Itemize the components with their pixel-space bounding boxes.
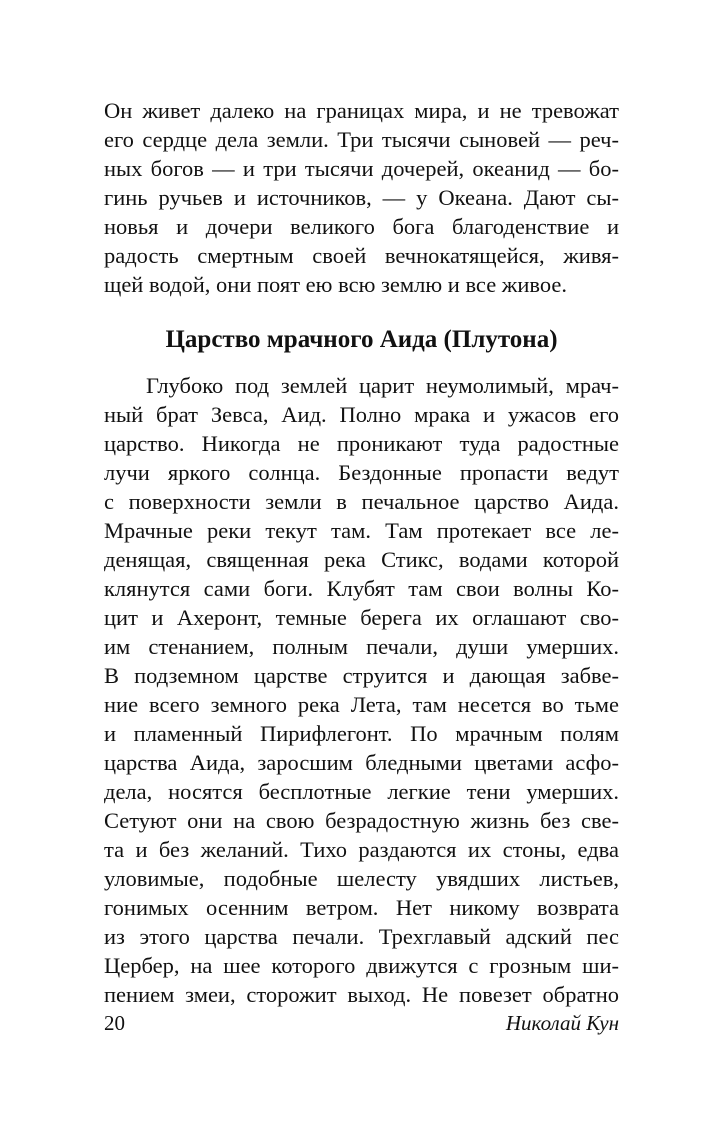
running-footer-author: Николай Кун <box>505 1011 619 1035</box>
text-line: царства Аида, заросшим бледными цветами асфо- <box>104 750 619 775</box>
text-line: дела, носятся бесплотные легкие тени умерших. <box>104 779 619 804</box>
text-line: и пламенный Пирифлегонт. По мрачным полям <box>104 721 619 746</box>
text-line: пением змеи, сторожит выход. Не повезет обратно <box>104 982 619 1007</box>
text-line: цит и Ахеронт, темные берега их оглашают сво- <box>104 605 619 630</box>
text-line: Он живет далеко на границах мира, и не тревожат <box>104 98 619 123</box>
page-number: 20 <box>104 1011 125 1035</box>
text-line: гонимых осенним ветром. Нет никому возврата <box>104 895 619 920</box>
text-line: Глубоко под землей царит неумолимый, мрач- <box>146 373 619 398</box>
text-line: уловимые, подобные шелесту увядших листьев, <box>104 866 619 891</box>
section-heading: Царство мрачного Аида (Плутона) <box>165 326 558 353</box>
text-line: гинь ручьев и источников, — у Океана. Дают сы- <box>104 185 619 210</box>
text-line: им стенанием, полным печали, души умерших. <box>104 634 619 659</box>
text-line: лучи яркого солнца. Бездонные пропасти ведут <box>104 460 619 485</box>
text-line: новья и дочери великого бога благоденствие и <box>104 214 619 239</box>
text-line: Мрачные реки текут там. Там протекает все ле- <box>104 518 619 543</box>
text-line: ный брат Зевса, Аид. Полно мрака и ужасов его <box>104 402 619 427</box>
text-line: Сетуют они на свою безрадостную жизнь без све- <box>104 808 619 833</box>
text-line: из этого царства печали. Трехглавый адский пес <box>104 924 619 949</box>
text-line: Цербер, на шее которого движутся с грозным ши- <box>104 953 619 978</box>
text-line: ние всего земного река Лета, там несется во тьме <box>104 692 619 717</box>
text-line: царство. Никогда не проникают туда радостные <box>104 431 619 456</box>
text-line: радость смертным своей вечнокатящейся, живя- <box>104 243 619 268</box>
text-line: клянутся сами боги. Клубят там свои волны Ко- <box>104 576 619 601</box>
text-line: та и без желаний. Тихо раздаются их стоны, едва <box>104 837 619 862</box>
text-line: с поверхности земли в печальное царство Аида. <box>104 489 619 514</box>
text-line: ных богов — и три тысячи дочерей, океанид — бо- <box>104 156 619 181</box>
text-line: щей водой, они поят ею всю землю и все живое. <box>104 272 567 297</box>
paragraph-oceanus <box>104 96 619 299</box>
text-line: его сердце дела земли. Три тысячи сыновей — реч- <box>104 127 619 152</box>
paragraph-hades <box>104 371 619 1009</box>
text-line: В подземном царстве струится и дающая забве- <box>104 663 619 688</box>
text-line: денящая, священная река Стикс, водами которой <box>104 547 619 572</box>
